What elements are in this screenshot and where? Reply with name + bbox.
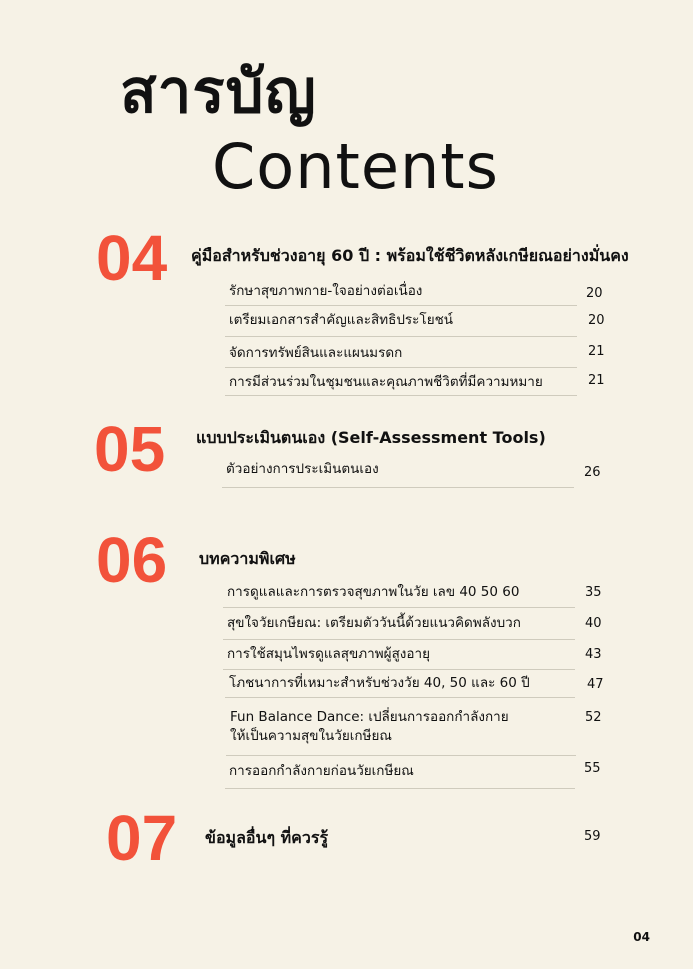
toc-entry-text: รักษาสุขภาพกาย-ใจอย่างต่อเนื่อง	[229, 283, 423, 299]
divider	[225, 788, 575, 789]
toc-entry[interactable]	[229, 674, 530, 693]
toc-entry-text: จัดการทรัพย์สินและแผนมรดก	[229, 345, 403, 361]
toc-entry-text: การออกกำลังกายก่อนวัยเกษียณ	[229, 763, 414, 779]
toc-entry-text: ตัวอย่างการประเมินตนเอง	[226, 461, 379, 477]
toc-entry-text: สุขใจวัยเกษียณ: เตรียมตัววันนี้ด้วยแนวคิดพลังบวก	[227, 615, 521, 631]
section-heading-04[interactable]: คู่มือสำหรับช่วงอายุ 60 ปี : พร้อมใช้ชีวิตหลังเกษียณอย่างมั่นคง	[191, 246, 629, 265]
toc-entry[interactable]	[227, 583, 519, 602]
toc-entry-page: 21	[588, 373, 605, 388]
divider	[225, 336, 577, 337]
title-english: Contents	[212, 130, 499, 203]
toc-entry-text: โภชนาการที่เหมาะสำหรับช่วงวัย 40, 50 และ 60 ปี	[229, 675, 530, 691]
toc-entry[interactable]	[229, 282, 422, 301]
toc-entry[interactable]	[227, 645, 430, 664]
toc-entry[interactable]	[226, 460, 379, 479]
section-heading-05[interactable]: แบบประเมินตนเอง (Self-Assessment Tools)	[196, 428, 546, 447]
section-number-07: 07	[106, 802, 178, 874]
toc-entry[interactable]	[229, 762, 414, 781]
toc-entry[interactable]	[227, 614, 521, 633]
divider	[223, 607, 575, 608]
divider	[225, 305, 577, 306]
toc-entry-text: เตรียมเอกสารสำคัญและสิทธิประโยชน์	[229, 312, 453, 328]
page-number: 04	[633, 930, 650, 944]
toc-entry-page: 40	[585, 616, 602, 631]
toc-entry[interactable]	[230, 708, 509, 746]
toc-entry-page: 20	[588, 313, 605, 328]
toc-entry-page: 26	[584, 465, 601, 480]
divider	[225, 395, 577, 396]
section-number-06: 06	[96, 524, 168, 596]
divider	[223, 639, 575, 640]
section-number-05: 05	[94, 413, 166, 485]
title-thai: สารบัญ	[120, 57, 317, 127]
divider	[225, 697, 575, 698]
toc-entry-page: 35	[585, 585, 602, 600]
section-number-04: 04	[96, 222, 168, 294]
toc-entry[interactable]	[229, 344, 402, 363]
toc-entry-page: 52	[585, 710, 602, 725]
toc-entry-page: 21	[588, 344, 605, 359]
toc-entry-text: Fun Balance Dance: เปลี่ยนการออกกำลังกาย	[230, 709, 509, 725]
divider	[222, 487, 574, 488]
toc-entry-text: การดูแลและการตรวจสุขภาพในวัย เลข 40 50 60	[227, 584, 520, 600]
toc-entry-page: 55	[584, 761, 601, 776]
divider	[225, 367, 577, 368]
toc-entry-text: การมีส่วนร่วมในชุมชนและคุณภาพชีวิตที่มีความหมาย	[229, 374, 543, 390]
section-heading-07[interactable]: ข้อมูลอื่นๆ ที่ควรรู้	[205, 828, 329, 847]
toc-entry-page: 20	[586, 286, 603, 301]
divider	[226, 755, 576, 756]
section-heading-06[interactable]: บทความพิเศษ	[199, 549, 296, 568]
toc-entry-page: 59	[584, 829, 601, 844]
toc-entry-text: การใช้สมุนไพรดูแลสุขภาพผู้สูงอายุ	[227, 646, 430, 662]
divider	[223, 669, 575, 670]
toc-entry-page: 43	[585, 647, 602, 662]
toc-entry-text-line2: ให้เป็นความสุขในวัยเกษียณ	[230, 728, 392, 744]
toc-entry[interactable]	[229, 373, 543, 392]
toc-entry[interactable]	[229, 311, 453, 330]
toc-entry-page: 47	[587, 677, 604, 692]
